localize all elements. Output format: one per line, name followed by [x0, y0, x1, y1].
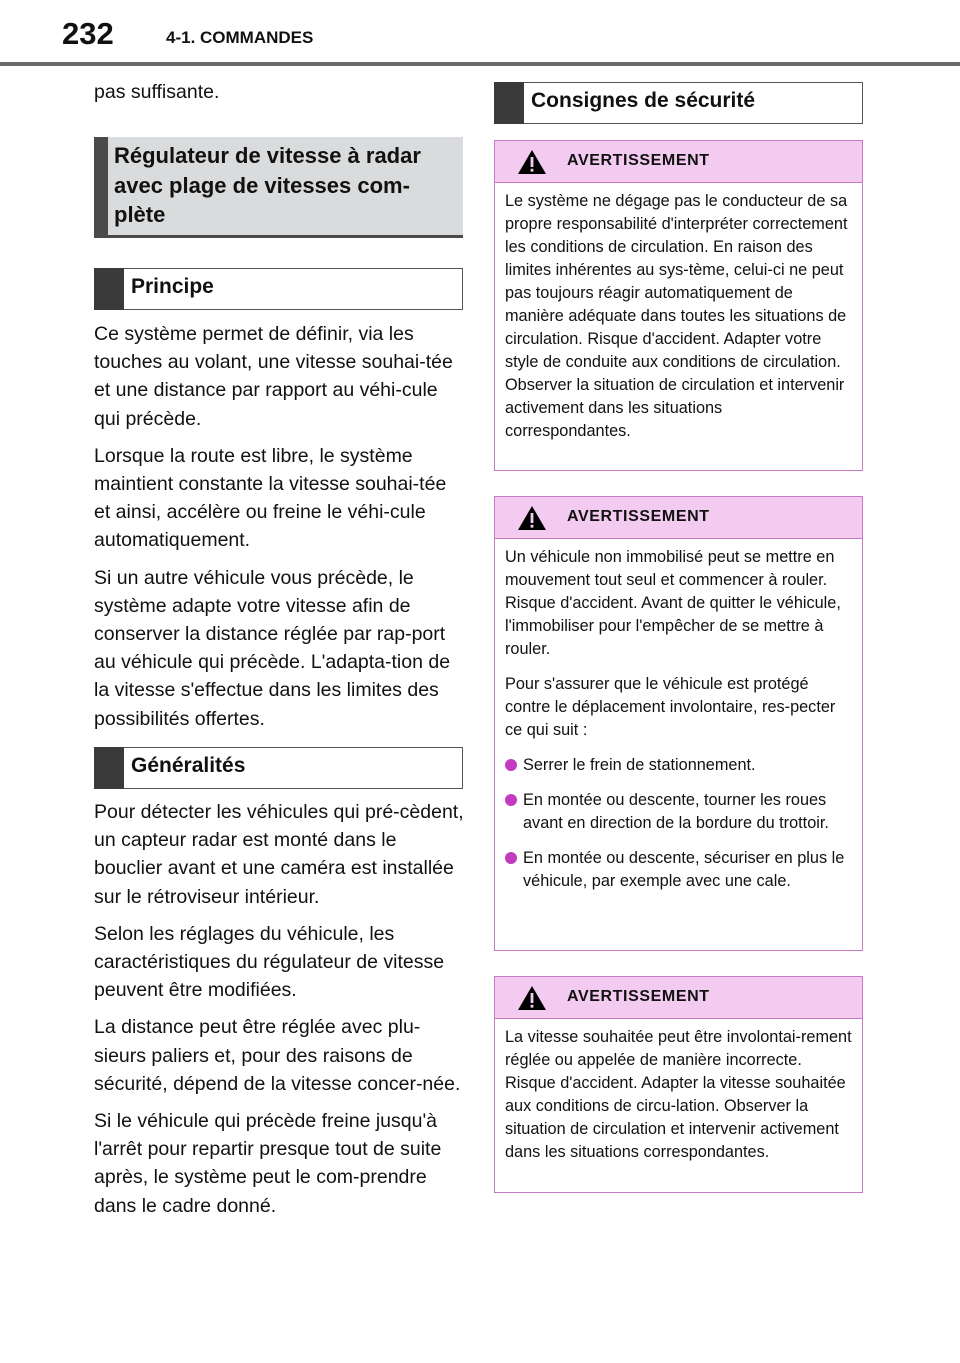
- consignes-heading: [494, 82, 863, 124]
- bullet-dot-icon: [505, 759, 517, 771]
- warning-body: [495, 1019, 862, 1172]
- paragraph: Si un autre véhicule vous précède, le système adapte votre vitesse afin de conserver la distance réglée par rap-port au véhicule qui précède. L'adapta-tion de la vitesse s'effectue dans les limites des possibilités offertes.: [94, 566, 451, 730]
- heading-bar: [94, 137, 108, 235]
- warning-body: [495, 183, 862, 451]
- warning-label: AVERTISSEMENT: [567, 508, 710, 525]
- paragraph: Si le véhicule qui précède freine jusqu'à l'arrêt pour repartir presque tout de suite après, le système peut le com-prendre dans le cadre donné.: [94, 1110, 442, 1217]
- page-header: [0, 0, 960, 66]
- paragraph: La distance peut être réglée avec plu-sieurs paliers et, pour des raisons de sécurité, dépend de la vitesse concer-née.: [94, 1016, 461, 1095]
- warning-body: [495, 539, 862, 901]
- bullet-text: En montée ou descente, tourner les roues avant en direction de la bordure du trottoir.: [523, 791, 829, 832]
- generalites-heading-text: Généralités: [131, 754, 246, 777]
- warning-box: [494, 140, 863, 471]
- generalites-heading: [94, 747, 463, 789]
- paragraph: Ce système permet de définir, via les touches au volant, une vitesse souhai-tée et une distance par rapport au véhi-cule qui précède.: [94, 323, 453, 430]
- warning-header: [495, 497, 862, 539]
- main-heading: [94, 137, 463, 238]
- warning-text: Le système ne dégage pas le conducteur de sa propre responsabilité d'interpréter correctement les conditions de circulation. En raison des limites inhérentes au sys-tème, celui-ci ne peut pas toujours réagir automatiquement de manière adéquate dans toutes les situations de circulation. Risque d'accident. Adapter votre style de conduite aux conditions de circulation. Observer la situation de circulation et intervenir activement dans les situations correspondantes.: [505, 192, 848, 440]
- principe-heading-text: Principe: [131, 275, 214, 298]
- paragraph: Selon les réglages du véhicule, les caractéristiques du régulateur de vitesse peuvent être modifiées.: [94, 922, 445, 1002]
- heading-bar: [494, 82, 524, 124]
- warning-text: Pour s'assurer que le véhicule est protégé contre le déplacement involontaire, res-pecter ce qui suit :: [505, 675, 836, 739]
- header-rule: [0, 62, 960, 66]
- principe-body: [94, 320, 466, 742]
- warning-text: La vitesse souhaitée peut être involontai-rement réglée ou appelée de manière incorrecte. Risque d'accident. Adapter la vitesse souhaitée aux conditions de circu-lation. Observer la situation de circulation et intervenir activement dans les situations correspondantes.: [505, 1028, 852, 1161]
- bullet-item: [505, 789, 852, 835]
- consignes-heading-text: Consignes de sécurité: [531, 89, 756, 112]
- bullet-item: [505, 847, 852, 893]
- warning-triangle-icon: [517, 505, 547, 531]
- bullet-text: Serrer le frein de stationnement.: [523, 756, 756, 774]
- paragraph: Pour détecter les véhicules qui pré-cèdent, un capteur radar est monté dans le bouclier avant et une caméra est installée sur le rétroviseur intérieur.: [94, 801, 464, 908]
- warning-label: AVERTISSEMENT: [567, 988, 710, 1005]
- bullet-item: [505, 754, 852, 777]
- page-number: 232: [62, 16, 114, 51]
- bullet-dot-icon: [505, 794, 517, 806]
- warning-box: [494, 976, 863, 1193]
- warning-triangle-icon: [517, 149, 547, 175]
- section-title: 4-1. COMMANDES: [166, 28, 314, 47]
- principe-heading: [94, 268, 463, 310]
- main-heading-text: Régulateur de vitesse à radar avec plage de vitesses com-plète: [114, 143, 421, 227]
- warning-box: [494, 496, 863, 951]
- warning-header: [495, 977, 862, 1019]
- warning-triangle-icon: [517, 985, 547, 1011]
- heading-bar: [94, 268, 124, 310]
- warning-text: Un véhicule non immobilisé peut se mettre en mouvement tout seul et commencer à rouler. Risque d'accident. Avant de quitter le véhicule, l'immobiliser pour l'empêcher de se mettre à rouler.: [505, 548, 841, 658]
- warning-label: AVERTISSEMENT: [567, 152, 710, 169]
- generalites-body: [94, 798, 466, 1229]
- bullet-text: En montée ou descente, sécuriser en plus le véhicule, par exemple avec une cale.: [523, 849, 845, 890]
- heading-bar: [94, 747, 124, 789]
- bullet-dot-icon: [505, 852, 517, 864]
- paragraph: Lorsque la route est libre, le système maintient constante la vitesse souhai-tée et ainsi, accélère ou freine le véhi-cule automatiquement.: [94, 444, 447, 552]
- intro-text: pas suffisante.: [94, 81, 220, 103]
- warning-header: [495, 141, 862, 183]
